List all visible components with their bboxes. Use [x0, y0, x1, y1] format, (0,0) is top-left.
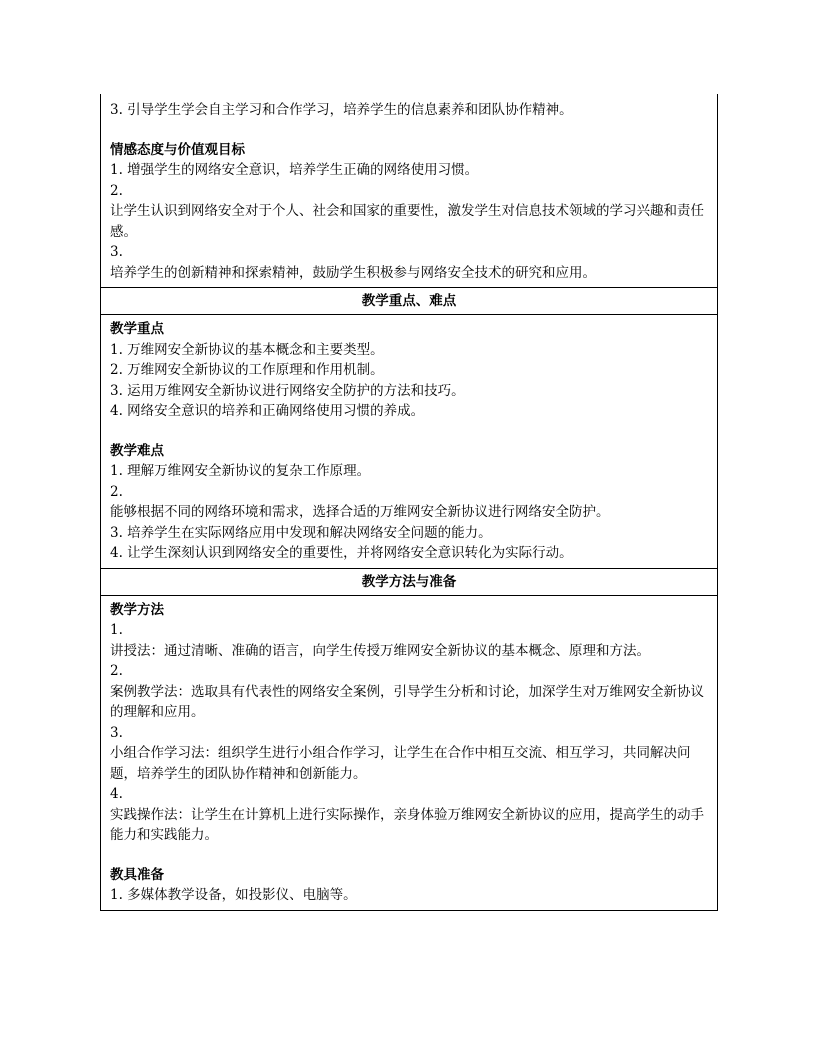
emotion-1: 1. 增强学生的网络安全意识，培养学生正确的网络使用习惯。 — [110, 162, 479, 178]
method-2-number: 2. — [110, 663, 123, 679]
section-header-methods: 教学方法与准备 — [101, 568, 717, 596]
method-2-text: 案例教学法：选取具有代表性的网络安全案例，引导学生分析和讨论，加深学生对万维网安全新协议的理解和应用。 — [110, 683, 704, 720]
lesson-plan-table — [100, 94, 718, 911]
difficulty-heading: 教学难点 — [110, 442, 164, 459]
goal-3: 3. 引导学生学会自主学习和合作学习，培养学生的信息素养和团队协作精神。 — [110, 102, 573, 118]
focus-3: 3. 运用万维网安全新协议进行网络安全防护的方法和技巧。 — [110, 382, 465, 399]
method-3-number: 3. — [110, 724, 123, 741]
method-3-text: 小组合作学习法：组织学生进行小组合作学习，让学生在合作中相互交流、相互学习，共同解决问题，培养学生的团队协作精神和创新能力。 — [110, 745, 691, 782]
emotion-3-text: 培养学生的创新精神和探索精神，鼓励学生积极参与网络安全技术的研究和应用。 — [110, 264, 596, 281]
spacer — [110, 121, 708, 140]
section-header-key-points: 教学重点、难点 — [101, 287, 717, 315]
focus-4: 4. 网络安全意识的培养和正确网络使用习惯的养成。 — [110, 403, 425, 419]
focus-heading: 教学重点 — [110, 321, 164, 337]
difficulty-3: 3. 培养学生在实际网络应用中发现和解决网络安全问题的能力。 — [110, 524, 492, 541]
focus-1: 1. 万维网安全新协议的基本概念和主要类型。 — [110, 341, 384, 358]
method-4-number: 4. — [110, 786, 123, 802]
prep-heading: 教具准备 — [110, 866, 164, 883]
methods-heading: 教学方法 — [110, 601, 164, 618]
emotion-heading: 情感态度与价值观目标 — [110, 141, 245, 158]
emotion-2-number: 2. — [110, 182, 123, 199]
difficulty-2-text: 能够根据不同的网络环境和需求，选择合适的万维网安全新协议进行网络安全防护。 — [110, 504, 610, 520]
emotion-2-text: 让学生认识到网络安全对于个人、社会和国家的重要性，激发学生对信息技术领域的学习兴趣和责任感。 — [110, 203, 704, 240]
difficulty-4: 4. 让学生深刻认识到网络安全的重要性，并将网络安全意识转化为实际行动。 — [110, 545, 573, 561]
method-1-text: 讲授法：通过清晰、准确的语言，向学生传授万维网安全新协议的基本概念、原理和方法。 — [110, 642, 650, 659]
method-1-number: 1. — [110, 622, 123, 638]
emotion-3-number: 3. — [110, 244, 123, 260]
focus-2: 2. 万维网安全新协议的工作原理和作用机制。 — [110, 362, 384, 378]
difficulty-2-number: 2. — [110, 483, 123, 500]
difficulty-1: 1. 理解万维网安全新协议的复杂工作原理。 — [110, 463, 371, 479]
spacer — [110, 422, 708, 441]
methods-cell — [101, 596, 717, 910]
key-points-cell — [101, 315, 717, 568]
objectives-cell — [101, 94, 717, 287]
method-4-text: 实践操作法：让学生在计算机上进行实际操作，亲身体验万维网安全新协议的应用，提高学生的动手能力和实践能力。 — [110, 806, 704, 843]
spacer — [110, 846, 708, 865]
prep-1: 1. 多媒体教学设备，如投影仪、电脑等。 — [110, 887, 357, 903]
